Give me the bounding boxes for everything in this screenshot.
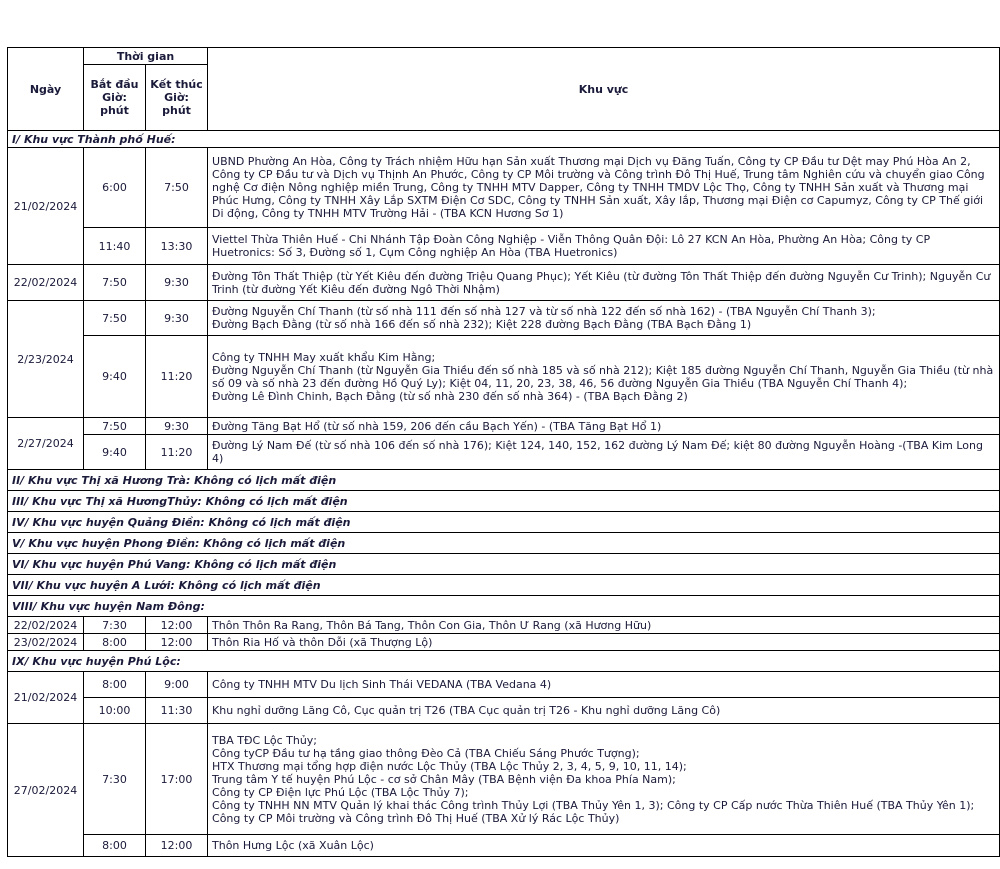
section-title: III/ Khu vực Thị xã HươngThủy: Không có lịch mất điện bbox=[8, 491, 1000, 512]
section-title: I/ Khu vực Thành phố Huế: bbox=[8, 131, 1000, 148]
area-line: Công ty CP Điện lực Phú Lộc (TBA Lộc Thủy 7); bbox=[212, 785, 469, 799]
section-row bbox=[8, 512, 1000, 533]
area-line: TBA TĐC Lộc Thủy; bbox=[212, 733, 318, 747]
area-line: HTX Thương mại tổng hợp điện nước Lộc Thủy (TBA Lộc Thủy 2, 3, 4, 5, 9, 10, 11, 14); bbox=[212, 759, 687, 773]
end-time-cell: 12:00 bbox=[146, 835, 208, 857]
table-row bbox=[8, 301, 1000, 336]
start-time-cell: 7:50 bbox=[84, 265, 146, 301]
power-outage-schedule-table bbox=[7, 47, 1000, 857]
section-title: II/ Khu vực Thị xã Hương Trà: Không có lịch mất điện bbox=[8, 470, 1000, 491]
area-cell: Thôn Thôn Ra Rang, Thôn Bá Tang, Thôn Con Gia, Thôn Ư Rang (xã Hương Hữu) bbox=[208, 617, 1000, 634]
table-row bbox=[8, 724, 1000, 835]
date-cell: 2/23/2024 bbox=[8, 301, 84, 418]
area-cell: Khu nghỉ dưỡng Lăng Cô, Cục quản trị T26 (TBA Cục quản trị T26 - Khu nghỉ dưỡng Lăng Cô) bbox=[208, 698, 1000, 724]
section-row bbox=[8, 470, 1000, 491]
start-time-cell: 8:00 bbox=[84, 634, 146, 651]
end-column-header: Kết thúc Giờ: phút bbox=[146, 65, 208, 131]
table-row bbox=[8, 435, 1000, 470]
section-row bbox=[8, 575, 1000, 596]
table-row bbox=[8, 336, 1000, 418]
area-line: Đường Lê Đình Chinh, Bạch Đằng (từ số nhà 230 đến số nhà 364) - (TBA Bạch Đằng 2) bbox=[212, 389, 688, 403]
section-title: IX/ Khu vực huyện Phú Lộc: bbox=[8, 651, 1000, 672]
start-time-cell: 8:00 bbox=[84, 835, 146, 857]
table-row bbox=[8, 148, 1000, 228]
start-time-cell: 7:30 bbox=[84, 724, 146, 835]
start-time-cell: 7:50 bbox=[84, 418, 146, 435]
area-line: Công tyCP Đầu tư hạ tầng giao thông Đèo Cả (TBA Chiếu Sáng Phước Tượng); bbox=[212, 746, 640, 760]
end-time-cell: 12:00 bbox=[146, 617, 208, 634]
area-line: Đường Nguyễn Chí Thanh (từ Nguyễn Gia Thiều đến số nhà 185 và số nhà 212); Kiệt 185 đường Nguyễn Chí Thanh, Nguyễn Gia Thiều (từ nhà số 09 và số nhà 23 đến đường Hồ Quý Ly); Kiệt 04, 11, 20, 23, 38, 46, 56 đường Nguyễn Gia Thiều (TBA Nguyễn Chí Thanh 4); bbox=[212, 363, 994, 390]
area-cell: Đường Tăng Bạt Hổ (từ số nhà 159, 206 đến cầu Bạch Yến) - (TBA Tăng Bạt Hổ 1) bbox=[208, 418, 1000, 435]
start-time-cell: 9:40 bbox=[84, 435, 146, 470]
date-cell: 21/02/2024 bbox=[8, 148, 84, 265]
area-line: Đường Bạch Đằng (từ số nhà 166 đến số nhà 232); Kiệt 228 đường Bạch Đằng (TBA Bạch Đằng 1) bbox=[212, 318, 752, 331]
area-cell: Đường Lý Nam Đế (từ số nhà 106 đến số nhà 176); Kiệt 124, 140, 152, 162 đường Lý Nam Đế; kiệt 80 đường Nguyễn Hoàng -(TBA Kim Long 4) bbox=[208, 435, 1000, 470]
area-cell: Thôn Ria Hố và thôn Dỗi (xã Thượng Lộ) bbox=[208, 634, 1000, 651]
area-line: Công ty TNHH NN MTV Quản lý khai thác Công trình Thủy Lợi (TBA Thủy Yên 1, 3); Công ty CP Cấp nước Thừa Thiên Huế (TBA Thủy Yên 1); Công ty CP Môi trường và Công trình Đô Thị Huế (TBA Xử lý Rác Lộc Thủy) bbox=[212, 798, 975, 825]
area-line: Đường Nguyễn Chí Thanh (từ số nhà 111 đến số nhà 127 và từ số nhà 122 đến số nhà 162) - (TBA Nguyễn Chí Thanh 3); bbox=[212, 305, 876, 318]
area-cell bbox=[208, 724, 1000, 835]
table-row bbox=[8, 228, 1000, 265]
start-column-header: Bắt đầu Giờ: phút bbox=[84, 65, 146, 131]
start-time-cell: 11:40 bbox=[84, 228, 146, 265]
area-cell: UBND Phường An Hòa, Công ty Trách nhiệm Hữu hạn Sản xuất Thương mại Dịch vụ Đăng Tuấn, Công ty CP Đầu tư Dệt may Phú Hòa An 2, Công ty CP Đầu tư và Dịch vụ Thịnh An Phước, Công ty CP Môi trường và Công trình Đô Thị Huế, Trung tâm Nghiên cứu và chuyển giao Công nghệ Cơ điện Nông nghiệp miền Trung, Công ty TNHH MTV Dapper, Công ty TNHH TMDV Lộc Thọ, Công ty TNHH Sản xuất và Thương mại Phúc Hưng, Công ty TNHH Xây Lắp SXTM Điện Cơ SDC, Công ty TNHH Sản xuất, Xây lắp, Thương mại Điện cơ Capumyz, Công ty CP Thế giới Di động, Công ty TNHH MTV Trường Hải - (TBA KCN Hương Sơ 1) bbox=[208, 148, 1000, 228]
start-time-cell: 6:00 bbox=[84, 148, 146, 228]
area-cell bbox=[208, 301, 1000, 336]
area-cell bbox=[208, 336, 1000, 418]
end-time-cell: 9:30 bbox=[146, 301, 208, 336]
end-time-cell: 13:30 bbox=[146, 228, 208, 265]
area-column-header: Khu vực bbox=[208, 48, 1000, 131]
end-time-cell: 9:30 bbox=[146, 418, 208, 435]
section-title: V/ Khu vực huyện Phong Điền: Không có lịch mất điện bbox=[8, 533, 1000, 554]
section-title: VIII/ Khu vực huyện Nam Đông: bbox=[8, 596, 1000, 617]
date-cell: 27/02/2024 bbox=[8, 724, 84, 857]
start-time-cell: 7:30 bbox=[84, 617, 146, 634]
date-cell: 23/02/2024 bbox=[8, 634, 84, 651]
end-time-cell: 11:20 bbox=[146, 435, 208, 470]
table-row bbox=[8, 418, 1000, 435]
area-cell: Viettel Thừa Thiên Huế - Chi Nhánh Tập Đoàn Công Nghiệp - Viễn Thông Quân Đội: Lô 27 KCN An Hòa, Phường An Hòa; Công ty CP Huetronics: Số 3, Đường số 1, Cụm Công nghiệp An Hòa (TBA Huetronics) bbox=[208, 228, 1000, 265]
time-group-header: Thời gian bbox=[84, 48, 208, 65]
section-row bbox=[8, 651, 1000, 672]
date-cell: 2/27/2024 bbox=[8, 418, 84, 470]
end-time-cell: 9:00 bbox=[146, 672, 208, 698]
section-row bbox=[8, 554, 1000, 575]
header-row bbox=[8, 48, 1000, 65]
area-line: Công ty TNHH May xuất khẩu Kim Hằng; bbox=[212, 350, 436, 364]
end-time-cell: 11:20 bbox=[146, 336, 208, 418]
start-time-cell: 8:00 bbox=[84, 672, 146, 698]
date-cell: 22/02/2024 bbox=[8, 617, 84, 634]
area-cell: Thôn Hưng Lộc (xã Xuân Lộc) bbox=[208, 835, 1000, 857]
area-cell: Đường Tôn Thất Thiệp (từ Yết Kiêu đến đường Triệu Quang Phục); Yết Kiêu (từ đường Tôn Thất Thiệp đến đường Nguyễn Cư Trinh); Nguyễn Cư Trinh (từ đường Yết Kiêu đến đường Ngô Thời Nhậm) bbox=[208, 265, 1000, 301]
table-row bbox=[8, 835, 1000, 857]
end-time-cell: 12:00 bbox=[146, 634, 208, 651]
start-time-cell: 7:50 bbox=[84, 301, 146, 336]
table-row bbox=[8, 634, 1000, 651]
section-row bbox=[8, 533, 1000, 554]
date-cell: 21/02/2024 bbox=[8, 672, 84, 724]
end-time-cell: 9:30 bbox=[146, 265, 208, 301]
table-row bbox=[8, 698, 1000, 724]
area-line: Trung tâm Y tế huyện Phú Lộc - cơ sở Chân Mây (TBA Bệnh viện Đa khoa Phía Nam); bbox=[212, 772, 676, 786]
area-cell: Công ty TNHH MTV Du lịch Sinh Thái VEDANA (TBA Vedana 4) bbox=[208, 672, 1000, 698]
section-title: VII/ Khu vực huyện A Lưới: Không có lịch mất điện bbox=[8, 575, 1000, 596]
end-time-cell: 17:00 bbox=[146, 724, 208, 835]
end-time-cell: 7:50 bbox=[146, 148, 208, 228]
end-time-cell: 11:30 bbox=[146, 698, 208, 724]
section-title: VI/ Khu vực huyện Phú Vang: Không có lịch mất điện bbox=[8, 554, 1000, 575]
table-row bbox=[8, 617, 1000, 634]
date-cell: 22/02/2024 bbox=[8, 265, 84, 301]
section-row bbox=[8, 131, 1000, 148]
start-time-cell: 10:00 bbox=[84, 698, 146, 724]
section-row bbox=[8, 491, 1000, 512]
table-row bbox=[8, 672, 1000, 698]
table-row bbox=[8, 265, 1000, 301]
start-time-cell: 9:40 bbox=[84, 336, 146, 418]
section-title: IV/ Khu vực huyện Quảng Điền: Không có lịch mất điện bbox=[8, 512, 1000, 533]
section-row bbox=[8, 596, 1000, 617]
date-column-header: Ngày bbox=[8, 48, 84, 131]
